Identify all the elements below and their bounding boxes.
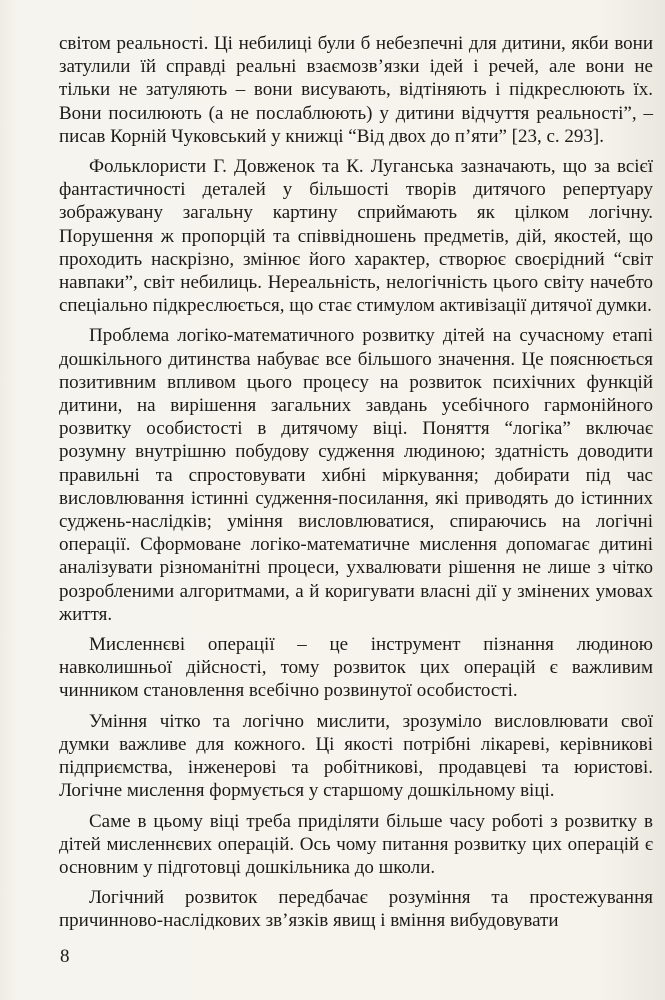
paragraph-1: світом реальності. Ці небилиці були б небезпечні для дитини, якби вони затулили їй справді реальні взаємозв’язки ідей і речей, але вони не тільки не затуляють – вони висувають, відтіняють і підкреслюють їх. Вони посилюють (а не послаблюють) у дитини відчуття реальності”, – писав Корній Чуковський у книжці “Від двох до п’яти” [23, с. 293]. xyxy=(59,33,653,147)
paragraph-6: Саме в цьому віці треба приділяти більше часу роботі з розвитку в дітей мисленнєвих операцій. Ось чому питання розвитку цих операцій є основним у підготовці дошкільника до школи. xyxy=(59,810,653,878)
paragraph-7: Логічний розвиток передбачає розуміння та простежування причинново-наслідкових зв’язків явищ і вміння вибудовувати xyxy=(59,887,653,932)
paragraph-3: Проблема логіко-математичного розвитку дітей на сучасному етапі дошкільного дитинства набуває все більшого значення. Це пояснюється позитивним впливом цього процесу на розвиток психічних функцій дитини, на вирішення загальних завдань усебічного гармонійного розвитку особистості в дитячому віці. Поняття “логіка” включає розумну внутрішню побудову судження людиною; здатність доводити правильні та спростовувати хибні міркування; добирати під час висловлювання істинні судження-посилання, які приводять до істинних суджень-наслідків; уміння висловлюватися, спираючись на логічні операції. Сформоване логіко-математичне мислення допомагає дитині аналізувати різноманітні процеси, ухвалювати рішення не лише з чітко розробленими алгоритмами, а й коригувати власні дії у змінених умовах життя. xyxy=(59,325,653,625)
body-text xyxy=(59,32,653,940)
page-number: 8 xyxy=(60,946,70,967)
paragraph-2: Фольклористи Г. Довженок та К. Луганська зазначають, що за всієї фантастичності деталей у більшості творів дитячого репертуару зображувану загальну картину сприймають як цілком логічну. Порушення ж пропорцій та співвідношень предметів, дій, якостей, що проходить наскрізно, змінює його характер, створює своєрідний “світ навпаки”, світ небилиць. Нереальність, нелогічність цього світу начебто спеціально підкреслюється, що стає стимулом активізації дитячої думки. xyxy=(59,156,653,317)
paragraph-4: Мисленнєві операції – це інструмент пізнання людиною навколишньої дійсності, тому розвиток цих операцій є важливим чинником становлення всебічно розвинутої особистості. xyxy=(59,634,653,702)
paragraph-5: Уміння чітко та логічно мислити, зрозуміло висловлювати свої думки важливе для кожного. Ці якості потрібні лікареві, керівникові підприємства, інженерові та робітникові, продавцеві та юристові. Логічне мислення формується у старшому дошкільному віці. xyxy=(59,710,653,802)
